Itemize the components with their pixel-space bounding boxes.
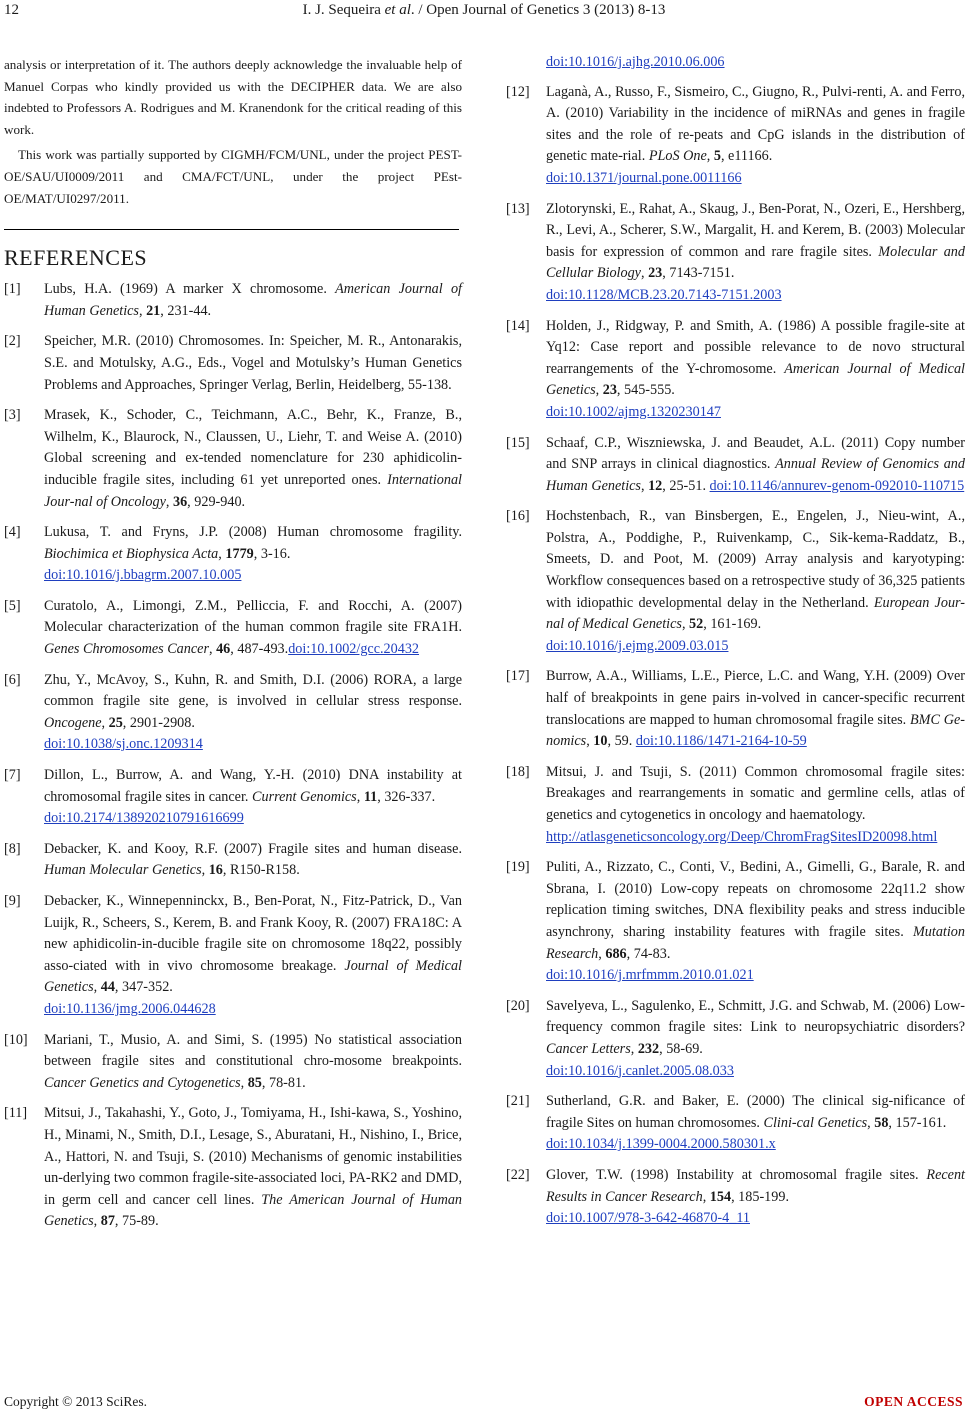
- reference-number: [14]: [506, 317, 530, 334]
- reference-journal: Mutation Research: [546, 923, 965, 962]
- reference-authors-title: Schaaf, C.P., Wiszniewska, J. and Beaudet, A.L. (2011) Copy number and SNP arrays in clinical diagnostics.: [546, 434, 965, 473]
- reference-doi-link[interactable]: doi:10.1371/journal.pone.0011166: [546, 169, 742, 186]
- reference-authors-title: Hochstenbach, R., van Binsbergen, E., Engelen, J., Nieu-wint, A., Polstra, A., Poddighe, P., Ruivenkamp, C., Sik-kema-Raddatz, B., Smeets, D. and Poot, M. (2009) Array analysis and karyotyping: Workflow consequences based on a retrospective study of 36,325 patients with idiopathic developmental delay in the Netherland.: [546, 508, 965, 611]
- reference-authors-title: Speicher, M.R. (2010) Chromosomes. In: Speicher, M. R., Antonarakis, S.E. and Motulsky, A.G., Eds., Vogel and Motulsky’s Human Genetics Problems and Approaches, Springer Verlag, Berlin, Heidelberg, 55-138.: [44, 333, 462, 393]
- reference-doi-link[interactable]: doi:10.1038/sj.onc.1209314: [44, 736, 203, 753]
- reference-item: [4, 891, 462, 1021]
- reference-volume: 23: [648, 265, 663, 282]
- reference-authors-title: Burrow, A.A., Williams, L.E., Pierce, L.C. and Wang, Y.H. (2009) Over half of breakpoints in gene pairs in-volved in cancer-specific recurrent translocations are mapped to human chromosomal fragile sites.: [546, 668, 965, 728]
- reference-doi-link[interactable]: doi:10.1186/1471-2164-10-59: [635, 733, 807, 750]
- reference-number: [12]: [506, 83, 530, 100]
- copyright-footer: Copyright © 2013 SciRes.: [4, 1394, 148, 1409]
- reference-text: Lukusa, T. and Fryns, J.P. (2008) Human chromosome fragility. Biochimica et Biophysica Acta, 1779, 3-16. doi:10.1016/j.bbagrm.2007.10.005: [44, 524, 462, 584]
- reference-journal: Clini-cal Genetics: [763, 1114, 868, 1131]
- reference-text: Curatolo, A., Limongi, Z.M., Pelliccia, F. and Rocchi, A. (2007) Molecular characterization of the human common fragile site FRA1H. Genes Chromosomes Cancer, 46, 487-493.doi:10.1002/gcc.20432: [44, 597, 462, 658]
- reference-pages: , 7143-7151.: [662, 265, 735, 282]
- reference-volume: 87: [100, 1213, 115, 1230]
- reference-number: [19]: [506, 859, 530, 876]
- ack-paragraph-2: This work was partially supported by CIGMH/FCM/UNL, under the project PEST-OE/SAU/UI0009/2011 and CMA/FCT/UNL, under the project PEst-OE/MAT/UI0297/2011.: [4, 147, 462, 206]
- header-journal: . / Open Journal of Genetics 3 (2013) 8-13: [410, 2, 666, 18]
- reference-authors-title: Debacker, K., Winnepenninckx, B., Ben-Porat, N., Fitz-Patrick, D., Van Luijk, R., Scheers, S., Kerem, B. and Frank Kooy, R. (2007) FRA18C: A new aphidicolin-in-ducible fragile site on chromosome 18q22, possibly asso-ciated with in vivo chromosome breakage.: [44, 893, 462, 974]
- reference-pages: , R150-R158.: [222, 862, 300, 879]
- header-et-al: et al: [384, 2, 411, 18]
- reference-journal: Molecular and Cellular Biology: [546, 243, 965, 282]
- reference-doi-link[interactable]: doi:10.1016/j.mrfmmm.2010.01.021: [546, 967, 754, 984]
- reference-number: [1]: [4, 281, 21, 298]
- reference-journal: European Jour-nal of Medical Genetics: [546, 594, 965, 633]
- reference-journal: Biochimica et Biophysica Acta: [44, 545, 219, 562]
- references-list-right: [506, 82, 965, 1230]
- reference-item: [506, 316, 965, 424]
- ref-11-continued: [546, 52, 965, 74]
- reference-text: Glover, T.W. (1998) Instability at chromosomal fragile sites. Recent Results in Cancer Research, 154, 185-199. doi:10.1007/978-3-642-46870-4_11: [546, 1166, 965, 1227]
- reference-item: [4, 331, 462, 396]
- reference-text: Mrasek, K., Schoder, C., Teichmann, A.C., Behr, K., Franze, B., Wilhelm, K., Blaurock, N., Claussen, U., Liehr, T. and Weise A. (2010) Global screening and ex-tended nomenclature for 230 aphidicolin-inducible fragile sites, including 61 yet unreported ones. International Jour-nal of Oncology, 36, 929-940.: [44, 407, 462, 510]
- reference-text: Burrow, A.A., Williams, L.E., Pierce, L.C. and Wang, Y.H. (2009) Over half of breakpoints in gene pairs in-volved in cancer-specific recurrent translocations are mapped to human chromosomal fragile sites. BMC Ge-nomics, 10, 59. doi:10.1186/1471-2164-10-59: [546, 668, 966, 750]
- reference-number: [13]: [506, 200, 530, 217]
- reference-number: [3]: [4, 407, 21, 424]
- reference-text: Lubs, H.A. (1969) A marker X chromosome. American Journal of Human Genetics, 21, 231-44.: [44, 281, 463, 319]
- reference-pages: , 58-69.: [659, 1040, 703, 1057]
- reference-doi-link[interactable]: doi:10.1016/j.bbagrm.2007.10.005: [44, 567, 242, 584]
- reference-text: Dillon, L., Burrow, A. and Wang, Y.-H. (2010) DNA instability at chromosomal fragile sites in cancer. Current Genomics, 11, 326-337. doi:10.2174/138920210791616699: [44, 767, 462, 827]
- reference-volume: 85: [247, 1074, 262, 1091]
- reference-text: [44, 331, 462, 396]
- reference-number: [8]: [4, 840, 21, 857]
- reference-item: [506, 762, 965, 848]
- reference-text: Mitsui, J., Takahashi, Y., Goto, J., Tomiyama, H., Ishi-kawa, S., Yoshino, H., Minami, N., Smith, D.I., Lesage, S., Aburatani, H., Nishino, I., Brice, A., Hattori, N. and Tsuji, S. (2010) Mechanisms of genomic instabilities un-derlying two common fragile-site-associated loci, PA-RK2 and DMD, in germ cell and cancer cell lines. The American Journal of Human Genetics, 87, 75-89.: [44, 1105, 463, 1230]
- reference-doi-link[interactable]: doi:10.1002/gcc.20432: [288, 641, 420, 658]
- reference-text: Zhu, Y., McAvoy, S., Kuhn, R. and Smith, D.I. (2006) RORA, a large common fragile site gene, is involved in cellular stress response. Oncogene, 25, 2901-2908. doi:10.1038/sj.onc.1209314: [44, 671, 462, 753]
- reference-item: [506, 1165, 965, 1230]
- reference-volume: 10: [593, 733, 608, 750]
- ref-11-doi-link[interactable]: doi:10.1016/j.ajhg.2010.06.006: [546, 54, 725, 70]
- left-column: [4, 54, 462, 1242]
- reference-text: Sutherland, G.R. and Baker, E. (2000) The clinical sig-nificance of fragile Sites on human chromosomes. Clini-cal Genetics, 58, 157-161. doi:10.1034/j.1399-0004.2000.580301.x: [546, 1093, 965, 1153]
- reference-authors-title: Dillon, L., Burrow, A. and Wang, Y.-H. (2010) DNA instability at chromosomal fragile sites in cancer.: [44, 767, 462, 805]
- reference-item: [4, 596, 462, 661]
- reference-text: Puliti, A., Rizzato, C., Conti, V., Bedini, A., Gimelli, G., Barale, R. and Sbrana, I. (2010) Low-copy repeats on chromosome 22q11.2 show replication timing switches, DNA flexibility peaks and stress inducible asynchrony, sharing instability features with fragile sites. Mutation Research, 686, 74-83. doi:10.1016/j.mrfmmm.2010.01.021: [546, 859, 965, 984]
- reference-item: [4, 1103, 462, 1233]
- reference-item: [506, 996, 965, 1082]
- reference-number: [11]: [4, 1105, 28, 1122]
- reference-volume: 52: [689, 616, 704, 633]
- reference-number: [4]: [4, 524, 21, 541]
- reference-journal: Human Molecular Genetics: [44, 862, 202, 879]
- reference-authors-title: Sutherland, G.R. and Baker, E. (2000) The clinical sig-nificance of fragile Sites on human chromosomes.: [546, 1093, 965, 1131]
- reference-item: [506, 433, 965, 498]
- reference-number: [16]: [506, 508, 530, 525]
- reference-pages: , 2901-2908.: [122, 714, 195, 731]
- reference-pages: , e11166.: [720, 148, 773, 165]
- reference-volume: 11: [363, 788, 378, 805]
- reference-pages: , 75-89.: [114, 1213, 159, 1230]
- reference-number: [10]: [4, 1031, 28, 1048]
- reference-pages: , 157-161.: [888, 1114, 947, 1131]
- reference-authors-title: Savelyeva, L., Sagulenko, E., Schmitt, J.G. and Schwab, M. (2006) Low-frequency common fragile sites: Link to neuropsychiatric disorders?: [546, 997, 965, 1036]
- reference-pages: , 347-352.: [114, 979, 173, 996]
- reference-text: Schaaf, C.P., Wiszniewska, J. and Beaudet, A.L. (2011) Copy number and SNP arrays in clinical diagnostics. Annual Review of Genomics and Human Genetics, 12, 25-51. doi:10.1146/annurev-genom-092010-110715: [546, 434, 965, 494]
- reference-doi-link[interactable]: doi:10.1034/j.1399-0004.2000.580301.x: [546, 1136, 776, 1153]
- ack-paragraph-1: analysis or interpretation of it. The authors deeply acknowledge the invaluable help of Manuel Corpas who kindly provided us with the DECIPHER data. We are also indebted to Professors A. Rodrigues and M. Kranendonk for the critical reading of this work.: [4, 57, 462, 137]
- reference-item: [506, 1091, 965, 1156]
- reference-pages: , 25-51.: [662, 477, 710, 494]
- reference-text: Zlotorynski, E., Rahat, A., Skaug, J., Ben-Porat, N., Ozeri, E., Hershberg, R., Levi, A., Scherer, S.W., Margalit, H. and Kerem, B. (2003) Molecular basis for expression of common and rare fragile sites. Molecular and Cellular Biology, 23, 7143-7151. doi:10.1128/MCB.23.20.7143-7151.2003: [546, 200, 965, 303]
- reference-volume: 686: [605, 945, 627, 962]
- reference-pages: , 185-199.: [731, 1188, 789, 1205]
- reference-doi-link[interactable]: doi:10.1007/978-3-642-46870-4_11: [546, 1210, 750, 1227]
- reference-authors-title: Mitsui, J., Takahashi, Y., Goto, J., Tomiyama, H., Ishi-kawa, S., Yoshino, H., Minami, N., Smith, D.I., Lesage, S., Aburatani, H., Nishino, I., Brice, A., Hattori, N. and Tsuji, S. (2010) Mechanisms of genomic instabilities un-derlying two common fragile-site-associated loci, PA-RK2 and DMD, in germ cell and cancer cell lines.: [44, 1105, 462, 1208]
- reference-journal: Cancer Letters: [546, 1040, 631, 1057]
- header-authors: I. J. Sequeira: [302, 2, 381, 18]
- reference-item: [4, 765, 462, 830]
- reference-journal: American Journal of Human Genetics: [44, 281, 463, 319]
- reference-doi-link[interactable]: doi:10.1146/annurev-genom-092010-110715: [709, 477, 965, 494]
- reference-pages: , 487-493.: [230, 641, 289, 658]
- reference-pages: , 59.: [607, 733, 636, 750]
- reference-doi-link[interactable]: doi:10.1002/ajmg.1320230147: [546, 403, 721, 420]
- reference-journal: Current Genomics: [252, 788, 357, 805]
- right-column: [506, 52, 965, 1239]
- reference-doi-link[interactable]: doi:10.1016/j.canlet.2005.08.033: [546, 1062, 734, 1079]
- reference-authors-title: Glover, T.W. (1998) Instability at chromosomal fragile sites.: [546, 1166, 927, 1183]
- reference-item: [506, 666, 965, 752]
- reference-text: Mariani, T., Musio, A. and Simi, S. (1995) No statistical association between fragile sites and constitutional chro-mosome breakpoints. Cancer Genetics and Cytogenetics, 85, 78-81.: [44, 1031, 462, 1091]
- reference-number: [18]: [506, 763, 530, 780]
- reference-pages: , 3-16.: [253, 545, 291, 562]
- reference-journal: The American Journal of Human Genetics: [44, 1191, 463, 1230]
- reference-volume: 5: [713, 148, 721, 165]
- reference-volume: 21: [146, 302, 161, 319]
- reference-volume: 36: [172, 493, 188, 510]
- page-number: 12: [4, 2, 19, 18]
- reference-text: Holden, J., Ridgway, P. and Smith, A. (1986) A possible fragile-site at Yq12: Case report and possible relevance to de novo structural rearrangements of the Y-chromosome. American Journal of Medical Genetics, 23, 545-555. doi:10.1002/ajmg.1320230147: [546, 317, 965, 420]
- reference-authors-title: Lubs, H.A. (1969) A marker X chromosome.: [44, 281, 336, 298]
- reference-doi-link[interactable]: http://atlasgeneticsoncology.org/Deep/ChromFragSitesID20098.html: [546, 828, 938, 845]
- reference-journal: PLoS One: [648, 148, 707, 165]
- reference-number: [6]: [4, 671, 21, 688]
- reference-pages: , 78-81.: [261, 1074, 306, 1091]
- reference-item: [4, 279, 462, 322]
- reference-journal: BMC Ge-nomics: [546, 711, 966, 750]
- reference-number: [20]: [506, 997, 530, 1014]
- reference-journal: Cancer Genetics and Cytogenetics: [44, 1074, 241, 1091]
- reference-journal: Oncogene: [44, 714, 102, 731]
- reference-volume: 154: [709, 1188, 732, 1205]
- reference-authors-title: Holden, J., Ridgway, P. and Smith, A. (1986) A possible fragile-site at Yq12: Case report and possible relevance to de novo structural rearrangements of the Y-chromosome.: [546, 317, 965, 377]
- reference-journal: Annual Review of Genomics and Human Genetics: [546, 456, 965, 494]
- reference-journal: International Jour-nal of Oncology: [44, 471, 462, 510]
- reference-pages: , 929-940.: [187, 493, 246, 510]
- reference-item: [506, 506, 965, 657]
- reference-volume: 25: [108, 714, 123, 731]
- reference-text: Laganà, A., Russo, F., Sismeiro, C., Giugno, R., Pulvi-renti, A. and Ferro, A. (2010) Variability in the incidence of miRNAs and genes in fragile sites and the role of re-peats and CpG islands in the distribution of genetic mate-rial. PLoS One, 5, e11166. doi:10.1371/journal.pone.0011166: [546, 83, 965, 186]
- reference-authors-title: Debacker, K. and Kooy, R.F. (2007) Fragile sites and human disease.: [44, 840, 462, 857]
- reference-authors-title: Zhu, Y., McAvoy, S., Kuhn, R. and Smith, D.I. (2006) RORA, a large common fragile site gene, is involved in cellular stress response.: [44, 671, 462, 710]
- reference-doi-link[interactable]: doi:10.1136/jmg.2006.044628: [44, 1000, 216, 1017]
- reference-volume: 12: [648, 477, 663, 494]
- reference-item: [506, 199, 965, 307]
- reference-text: [546, 762, 965, 848]
- reference-text: Savelyeva, L., Sagulenko, E., Schmitt, J.G. and Schwab, M. (2006) Low-frequency common fragile sites: Link to neuropsychiatric disorders? Cancer Letters, 232, 58-69. doi:10.1016/j.canlet.2005.08.033: [546, 997, 965, 1079]
- reference-item: [4, 1030, 462, 1095]
- reference-authors-title: Curatolo, A., Limongi, Z.M., Pelliccia, F. and Rocchi, A. (2007) Molecular characterization of the human common fragile site FRA1H.: [44, 597, 462, 636]
- reference-pages: , 545-555.: [616, 382, 675, 399]
- reference-doi-link[interactable]: doi:10.1016/j.ejmg.2009.03.015: [546, 637, 729, 654]
- reference-authors-title: Laganà, A., Russo, F., Sismeiro, C., Giugno, R., Pulvi-renti, A. and Ferro, A. (2010) Variability in the incidence of miRNAs and genes in fragile sites and the role of re-peats and CpG islands in the distribution of genetic mate-rial.: [546, 83, 965, 165]
- reference-authors-title: Puliti, A., Rizzato, C., Conti, V., Bedini, A., Gimelli, G., Barale, R. and Sbrana, I. (2010) Low-copy repeats on chromosome 22q11.2 show replication timing switches, DNA flexibility peaks and stress inducible asynchrony, sharing instability features with fragile sites.: [546, 859, 965, 940]
- acknowledgments: [4, 54, 462, 209]
- reference-item: [4, 522, 462, 587]
- reference-volume: 16: [208, 862, 223, 879]
- reference-number: [2]: [4, 333, 21, 350]
- reference-number: [21]: [506, 1093, 530, 1110]
- reference-authors-title: Mariani, T., Musio, A. and Simi, S. (1995) No statistical association between fragile sites and constitutional chro-mosome breakpoints.: [44, 1031, 462, 1070]
- reference-journal: Recent Results in Cancer Research: [546, 1166, 965, 1205]
- reference-authors-title: Mrasek, K., Schoder, C., Teichmann, A.C., Behr, K., Franze, B., Wilhelm, K., Blaurock, N., Claussen, U., Liehr, T. and Weise A. (2010) Global screening and ex-tended nomenclature for 230 aphidicolin-inducible fragile sites, including 61 yet unreported ones.: [44, 407, 462, 488]
- reference-authors-title: Zlotorynski, E., Rahat, A., Skaug, J., Ben-Porat, N., Ozeri, E., Hershberg, R., Levi, A., Scherer, S.W., Margalit, H. and Kerem, B. (2003) Molecular basis for expression of common and rare fragile sites.: [546, 200, 965, 260]
- reference-number: [5]: [4, 597, 21, 614]
- reference-item: [506, 857, 965, 987]
- open-access-label: OPEN ACCESS: [864, 1394, 963, 1409]
- reference-doi-link[interactable]: doi:10.2174/138920210791616699: [44, 810, 244, 827]
- reference-authors-title: Mitsui, J. and Tsuji, S. (2011) Common chromosomal fragile sites: Breakages and rearrangements in somatic and germline cells, atlas of genetics and cytogenetics in oncology and haematology.: [546, 763, 965, 823]
- reference-text: Debacker, K. and Kooy, R.F. (2007) Fragile sites and human disease. Human Molecular Genetics, 16, R150-R158.: [44, 840, 462, 879]
- reference-volume: 46: [216, 641, 231, 658]
- references-heading: REFERENCES: [4, 245, 148, 271]
- reference-journal: Journal of Medical Genetics: [44, 957, 462, 996]
- reference-volume: 232: [637, 1040, 660, 1057]
- reference-text: Debacker, K., Winnepenninckx, B., Ben-Porat, N., Fitz-Patrick, D., Van Luijk, R., Scheers, S., Kerem, B. and Frank Kooy, R. (2007) FRA18C: A new aphidicolin-in-ducible fragile site on chromosome 18q22, possibly asso-ciated with in vivo chromosome breakage. Journal of Medical Genetics, 44, 347-352. doi:10.1136/jmg.2006.044628: [44, 893, 462, 1017]
- reference-pages: , 161-169.: [703, 616, 762, 633]
- reference-journal: American Journal of Medical Genetics: [546, 360, 965, 399]
- running-header: [0, 2, 968, 19]
- reference-item: [4, 839, 462, 882]
- reference-number: [9]: [4, 893, 21, 909]
- reference-volume: 44: [100, 979, 115, 996]
- reference-doi-link[interactable]: doi:10.1128/MCB.23.20.7143-7151.2003: [546, 286, 782, 303]
- references-list-left: [4, 279, 462, 1233]
- reference-number: [22]: [506, 1166, 530, 1183]
- reference-text: Hochstenbach, R., van Binsbergen, E., Engelen, J., Nieu-wint, A., Polstra, A., Poddighe, P., Ruivenkamp, C., Sik-kema-Raddatz, B., Smeets, D. and Poot, M. (2009) Array analysis and karyotyping: Workflow consequences based on a retrospective study of 36,325 patients with idiopathic developmental delay in the Netherland. European Jour-nal of Medical Genetics, 52, 161-169. doi:10.1016/j.ejmg.2009.03.015: [546, 508, 965, 654]
- reference-pages: , 74-83.: [626, 945, 671, 962]
- reference-number: [15]: [506, 434, 530, 451]
- reference-pages: , 231-44.: [160, 302, 212, 319]
- reference-volume: 58: [874, 1114, 889, 1131]
- reference-number: [7]: [4, 767, 21, 784]
- reference-item: [506, 82, 965, 190]
- reference-volume: 23: [602, 382, 617, 399]
- reference-journal: Genes Chromosomes Cancer: [44, 641, 209, 658]
- reference-item: [4, 405, 462, 513]
- reference-authors-title: Lukusa, T. and Fryns, J.P. (2008) Human chromosome fragility.: [44, 524, 462, 541]
- section-divider: [4, 229, 459, 230]
- reference-pages: , 326-337.: [377, 788, 436, 805]
- reference-number: [17]: [506, 668, 530, 685]
- reference-item: [4, 670, 462, 756]
- reference-volume: 1779: [225, 545, 254, 562]
